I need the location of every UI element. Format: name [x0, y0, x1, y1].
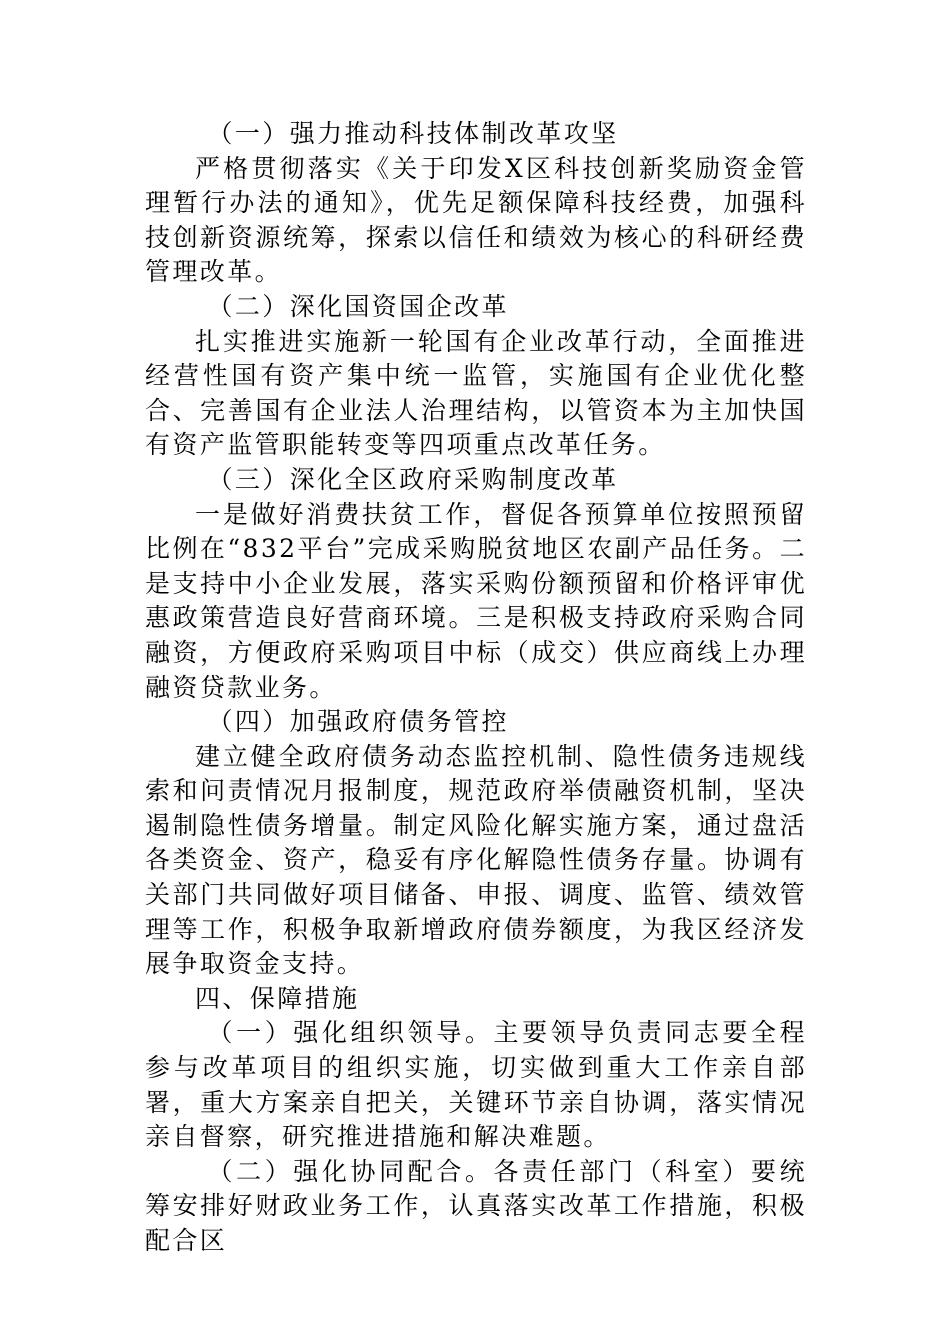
subsection-heading-4: （四）加强政府债务管控 — [207, 707, 509, 737]
measure-title-2: （二）强化协同配合。 — [207, 1156, 494, 1186]
paragraph-2: 扎实推进实施新一轮国有企业改革行动，全面推进经营性国有资产集中统一监管，实施国有企业优化整合、完善国有企业法人治理结构，以管资本为主加快国有资产监管职能转变等四项重点改革任务。 — [145, 326, 807, 460]
paragraph-4: 建立健全政府债务动态监控机制、隐性债务违规线索和问责情况月报制度，规范政府举债融资机制，坚决遏制隐性债务增量。制定风险化解实施方案，通过盘活各类资金、资产，稳妥有序化解隐性债务存量。协调有关部门共同做好项目储备、申报、调度、监管、绩效管理等工作，积极争取新增政府债券额度，为我区经济发展争取资金支持。 — [145, 741, 807, 979]
measure-paragraph-1 — [145, 1016, 807, 1154]
document-body — [145, 117, 807, 1259]
subsection-heading-3: （三）深化全区政府采购制度改革 — [207, 464, 619, 494]
paragraph-3: 一是做好消费扶贫工作，督促各预算单位按照预留比例在“832平台”完成采购脱贫地区农副产品任务。二是支持中小企业发展，落实采购份额预留和价格评审优惠政策营造良好营商环境。三是积极支持政府采购合同融资，方便政府采购项目中标（成交）供应商线上办理融资贷款业务。 — [145, 499, 807, 702]
measure-text-2: 各责任部门（科室）要统筹安排好财政业务工作，认真落实改革工作措施，积极配合区 — [145, 1156, 807, 1255]
measure-title-1: （一）强化组织领导。 — [207, 1018, 494, 1048]
paragraph-1: 严格贯彻落实《关于印发X区科技创新奖励资金管理暂行办法的通知》，优先足额保障科技经费，加强科技创新资源统筹，探索以信任和绩效为核心的科研经费管理改革。 — [145, 153, 807, 287]
measure-text-1: 主要领导负责同志要全程参与改革项目的组织实施，切实做到重大工作亲自部署，重大方案亲自把关，关键环节亲自协调，落实情况亲自督察，研究推进措施和解决难题。 — [145, 1018, 807, 1152]
measure-paragraph-2 — [145, 1155, 807, 1259]
section-heading: 四、保障措施 — [195, 983, 360, 1013]
subsection-heading-2: （二）深化国资国企改革 — [207, 291, 509, 321]
subsection-heading-1: （一）强力推动科技体制改革攻坚 — [207, 119, 619, 148]
